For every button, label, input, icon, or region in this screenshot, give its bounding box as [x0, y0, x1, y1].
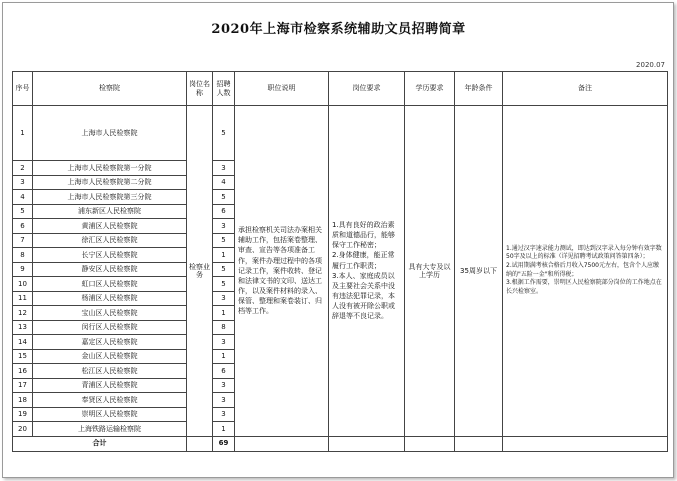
row-no: 12	[13, 306, 33, 321]
header-education: 学历要求	[405, 72, 455, 106]
row-count: 3	[213, 393, 235, 408]
header-remarks: 备注	[503, 72, 668, 106]
row-court: 上海市人民检察院第三分院	[33, 190, 187, 205]
row-count: 6	[213, 204, 235, 219]
total-value: 69	[213, 436, 235, 451]
row-court: 上海市人民检察院第一分院	[33, 161, 187, 176]
education-requirement: 具有大专及以上学历	[405, 106, 455, 437]
row-court: 青浦区人民检察院	[33, 378, 187, 393]
document-date: 2020.07	[636, 61, 665, 69]
total-empty	[329, 436, 405, 451]
total-empty	[187, 436, 213, 451]
total-label: 合计	[13, 436, 187, 451]
row-court: 奉贤区人民检察院	[33, 393, 187, 408]
row-count: 5	[213, 233, 235, 248]
row-no: 3	[13, 175, 33, 190]
header-no: 序号	[13, 72, 33, 106]
job-description: 承担检察机关司法办案相关辅助工作，包括案卷整理、审查、宣告等各项准备工作，案件办理过程中的各项记录工作，案件收转、登记和法律文书的文印、送达工作，以及案件材料的录入、保管、整理和案卷装订、归档等工作。	[235, 106, 329, 437]
row-count: 5	[213, 277, 235, 292]
row-court: 上海市人民检察院	[33, 106, 187, 161]
row-court: 松江区人民检察院	[33, 364, 187, 379]
row-count: 5	[213, 262, 235, 277]
row-no: 9	[13, 262, 33, 277]
row-count: 1	[213, 422, 235, 437]
total-row	[13, 436, 668, 451]
row-count: 3	[213, 161, 235, 176]
row-no: 17	[13, 378, 33, 393]
row-no: 5	[13, 204, 33, 219]
row-count: 3	[213, 291, 235, 306]
row-no: 10	[13, 277, 33, 292]
row-count: 1	[213, 306, 235, 321]
row-no: 14	[13, 335, 33, 350]
header-age: 年龄条件	[455, 72, 503, 106]
row-no: 19	[13, 407, 33, 422]
row-court: 黄浦区人民检察院	[33, 219, 187, 234]
age-condition: 35周岁以下	[455, 106, 503, 437]
row-count: 6	[213, 364, 235, 379]
row-no: 15	[13, 349, 33, 364]
position-name: 检察业务	[187, 106, 213, 437]
row-count: 5	[213, 190, 235, 205]
row-court: 闵行区人民检察院	[33, 320, 187, 335]
row-no: 20	[13, 422, 33, 437]
header-court: 检察院	[33, 72, 187, 106]
row-count: 3	[213, 407, 235, 422]
row-no: 4	[13, 190, 33, 205]
row-court: 浦东新区人民检察院	[33, 204, 187, 219]
page-title: 2020年上海市检察系统辅助文员招聘简章	[211, 22, 466, 37]
row-count: 1	[213, 248, 235, 263]
row-no: 13	[13, 320, 33, 335]
row-court: 金山区人民检察院	[33, 349, 187, 364]
row-no: 6	[13, 219, 33, 234]
header-row	[13, 72, 668, 106]
total-empty	[405, 436, 455, 451]
recruitment-table	[12, 71, 668, 452]
total-empty	[235, 436, 329, 451]
total-empty	[503, 436, 668, 451]
total-empty	[455, 436, 503, 451]
row-no: 16	[13, 364, 33, 379]
header-position: 岗位名称	[187, 72, 213, 106]
row-court: 长宁区人民检察院	[33, 248, 187, 263]
table-row	[13, 106, 668, 161]
row-court: 静安区人民检察院	[33, 262, 187, 277]
row-count: 3	[213, 378, 235, 393]
row-no: 7	[13, 233, 33, 248]
remarks: 1.通过汉字速录能力测试，即达到汉字录入每分钟有效字数50字及以上的标准（详见招聘考试政策问答第四条）； 2.试用期满考核合格后月收入7500元左右，包含个人应缴纳的"五险一金"和所得税； 3.根据工作需要，崇明区人民检察院部分岗位的工作地点在长兴检察室。	[503, 106, 668, 437]
row-court: 杨浦区人民检察院	[33, 291, 187, 306]
row-count: 1	[213, 349, 235, 364]
job-requirements: 1.具有良好的政治素质和道德品行，能够保守工作秘密； 2.身体健康，能正常履行工作职责； 3.本人、家庭成员以及主要社会关系中没有违法犯罪记录，本人没有被开除公职或辞退等不良记录。	[329, 106, 405, 437]
row-count: 3	[213, 219, 235, 234]
row-no: 11	[13, 291, 33, 306]
row-count: 8	[213, 320, 235, 335]
row-no: 1	[13, 106, 33, 161]
row-no: 8	[13, 248, 33, 263]
row-court: 崇明区人民检察院	[33, 407, 187, 422]
header-count: 招聘人数	[213, 72, 235, 106]
row-count: 3	[213, 335, 235, 350]
row-count: 4	[213, 175, 235, 190]
row-court: 宝山区人民检察院	[33, 306, 187, 321]
row-no: 2	[13, 161, 33, 176]
header-requirements: 岗位要求	[329, 72, 405, 106]
row-court: 上海市人民检察院第二分院	[33, 175, 187, 190]
row-court: 嘉定区人民检察院	[33, 335, 187, 350]
header-description: 职位说明	[235, 72, 329, 106]
row-count: 5	[213, 106, 235, 161]
row-court: 徐汇区人民检察院	[33, 233, 187, 248]
row-court: 虹口区人民检察院	[33, 277, 187, 292]
row-no: 18	[13, 393, 33, 408]
row-court: 上海铁路运输检察院	[33, 422, 187, 437]
